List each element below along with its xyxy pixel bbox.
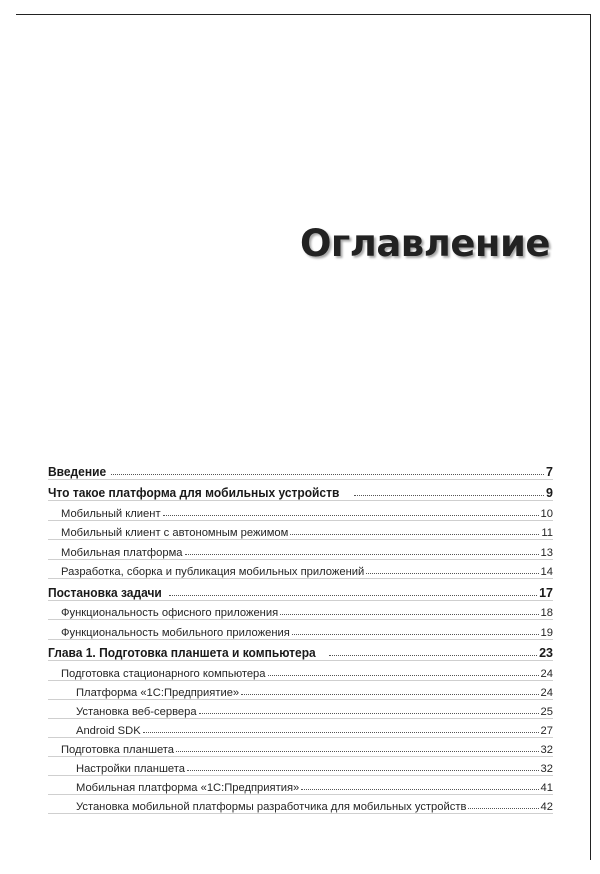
toc-entry-page-number: 10 (540, 507, 553, 520)
toc-entry[interactable] (48, 579, 553, 601)
toc-entry-page-number: 11 (541, 527, 553, 539)
page-frame-top-line (16, 14, 590, 15)
toc-leader-dots (185, 554, 539, 555)
toc-entry-page-number: 18 (540, 607, 553, 619)
toc-entry[interactable] (48, 757, 553, 776)
toc-entry-page-number: 32 (540, 744, 553, 756)
toc-entry-title: Введение (48, 464, 107, 479)
toc-entry[interactable] (48, 738, 553, 758)
toc-entry-page-number: 23 (539, 646, 553, 660)
toc-leader-dots (280, 614, 538, 615)
toc-entry[interactable] (48, 681, 553, 700)
toc-entry[interactable] (48, 601, 553, 621)
toc-entry[interactable] (48, 560, 553, 580)
toc-entry-page-number: 19 (540, 626, 553, 639)
toc-entry-title: Установка веб-сервера (76, 705, 197, 718)
toc-entry-page-number: 27 (540, 724, 553, 737)
toc-leader-dots (187, 770, 539, 771)
toc-entry[interactable] (48, 661, 553, 681)
toc-entry-page-number: 13 (540, 546, 553, 559)
table-of-contents (48, 458, 553, 814)
toc-leader-dots (143, 732, 539, 733)
toc-entry-title: Мобильный клиент (61, 507, 161, 520)
toc-entry[interactable] (48, 458, 553, 480)
toc-leader-dots (354, 495, 545, 496)
toc-entry-page-number: 7 (546, 464, 553, 479)
toc-entry[interactable] (48, 620, 553, 640)
toc-entry-title: Глава 1. Подготовка планшета и компьютера (48, 646, 316, 660)
toc-entry-page-number: 17 (539, 585, 553, 600)
toc-leader-dots (268, 675, 539, 676)
toc-entry[interactable] (48, 540, 553, 560)
toc-leader-dots (292, 634, 539, 635)
toc-entry-title: Мобильный клиент с автономным режимом (61, 527, 289, 539)
toc-entry-page-number: 41 (540, 782, 553, 794)
toc-entry-page-number: 9 (546, 486, 553, 500)
toc-entry-title: Функциональность мобильного приложения (61, 626, 290, 639)
toc-entry-title: Мобильная платформа «1С:Предприятия» (76, 782, 300, 794)
toc-entry-title: Android SDK (76, 724, 141, 737)
toc-entry-page-number: 42 (540, 801, 553, 813)
toc-entry-title: Мобильная платформа (61, 546, 183, 559)
toc-entry-title: Подготовка стационарного компьютера (61, 667, 266, 680)
toc-entry-page-number: 24 (540, 667, 553, 680)
toc-entry[interactable] (48, 640, 553, 662)
toc-leader-dots (176, 751, 539, 752)
toc-entry[interactable] (48, 795, 553, 814)
toc-entry-title: Постановка задачи (48, 585, 162, 600)
toc-entry-page-number: 25 (540, 705, 553, 718)
toc-leader-dots (290, 534, 539, 535)
toc-leader-dots (169, 595, 538, 596)
toc-leader-dots (468, 808, 538, 809)
toc-entry-title: Функциональность офисного приложения (61, 607, 279, 619)
toc-leader-dots (163, 515, 539, 516)
page-title: Оглавление (299, 222, 550, 265)
toc-entry[interactable] (48, 700, 553, 719)
toc-entry[interactable] (48, 521, 553, 541)
toc-entry-title: Установка мобильной платформы разработчика для мобильных устройств (76, 801, 467, 813)
toc-entry[interactable] (48, 719, 553, 738)
toc-entry[interactable] (48, 501, 553, 521)
toc-leader-dots (329, 655, 537, 656)
toc-entry-page-number: 32 (540, 763, 553, 775)
toc-leader-dots (301, 789, 538, 790)
toc-entry-page-number: 14 (540, 566, 553, 578)
toc-leader-dots (199, 713, 539, 714)
toc-leader-dots (111, 474, 544, 475)
toc-entry-title: Подготовка планшета (61, 744, 175, 756)
toc-leader-dots (241, 694, 538, 695)
toc-leader-dots (366, 573, 538, 574)
toc-entry[interactable] (48, 480, 553, 502)
toc-entry[interactable] (48, 776, 553, 795)
toc-entry-title: Настройки планшета (76, 763, 185, 775)
toc-entry-title: Что такое платформа для мобильных устройств (48, 486, 340, 500)
toc-entry-page-number: 24 (540, 686, 553, 699)
toc-entry-title: Платформа «1С:Предприятие» (76, 686, 240, 699)
page-frame-right-line (590, 14, 591, 860)
toc-entry-title: Разработка, сборка и публикация мобильных приложений (61, 566, 365, 578)
